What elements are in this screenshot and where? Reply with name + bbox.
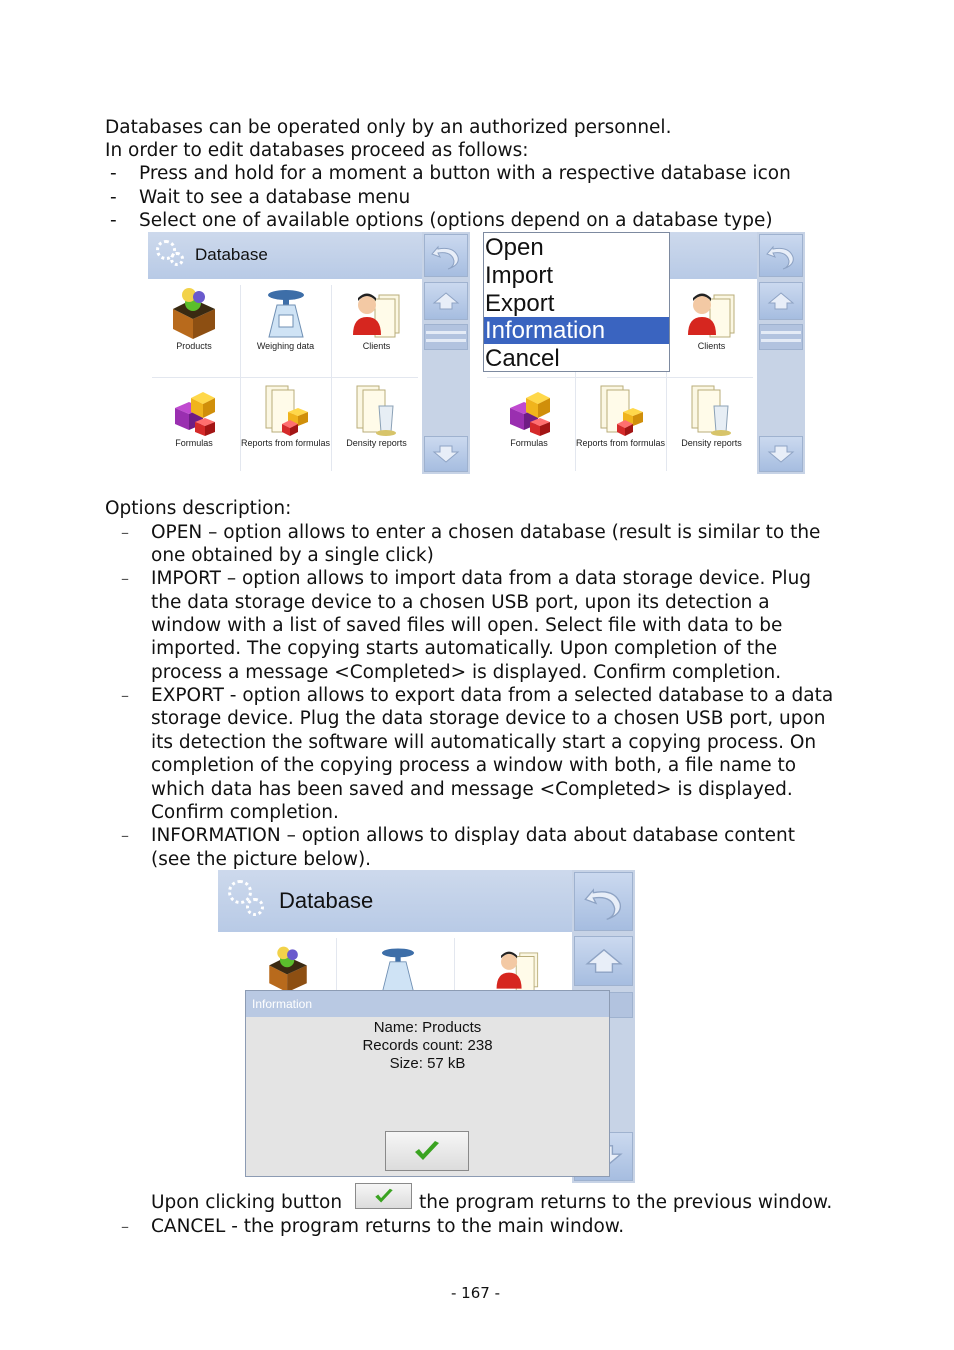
tile-label: Clients: [697, 341, 726, 351]
step-1: Press and hold for a moment a button with a respective database icon: [139, 163, 791, 184]
menu-item-export[interactable]: Export: [485, 290, 555, 317]
database-info-screen: [218, 870, 635, 1183]
cancel-desc: CANCEL - the program returns to the main window.: [151, 1216, 625, 1237]
tile-products[interactable]: [148, 285, 240, 377]
confirm-button[interactable]: [385, 1131, 469, 1171]
tile-reports-from-formulas[interactable]: [575, 382, 666, 474]
intro-line-1: Databases can be operated only by an authorized personnel.: [105, 117, 672, 138]
export-desc-6: Confirm completion.: [151, 802, 339, 823]
menu-item-information[interactable]: Information: [484, 317, 669, 344]
export-desc-5: which data has been saved and message <Completed> is displayed.: [151, 779, 793, 800]
list-dash: –: [121, 686, 129, 705]
weighing-scale-icon: [368, 944, 428, 994]
export-desc-4: completion of the copying process a window with both, a file name to: [151, 755, 797, 776]
page-number: - 167 -: [451, 1284, 500, 1302]
database-header: [148, 232, 422, 279]
arrow-down-icon: [432, 444, 460, 464]
database-title: Database: [195, 245, 268, 264]
menu-item-open[interactable]: Open: [485, 234, 544, 261]
tile-density-reports[interactable]: [666, 382, 757, 474]
back-button[interactable]: [759, 234, 803, 277]
undo-arrow-icon: [430, 241, 462, 271]
import-desc-5: process a message <Completed> is displayed. Confirm completion.: [151, 662, 782, 683]
database-header: [218, 870, 572, 932]
tile-weighing-data[interactable]: [358, 944, 438, 994]
export-desc-1: EXPORT - option allows to export data from a selected database to a data: [151, 685, 834, 706]
import-desc-1: IMPORT – option allows to import data from a data storage device. Plug: [151, 568, 812, 589]
scrollbar-thumb[interactable]: [424, 324, 468, 350]
products-box-icon: [258, 944, 318, 994]
client-person-icon: [684, 285, 740, 341]
return-text-after: the program returns to the previous window.: [419, 1192, 833, 1213]
tile-label: Formulas: [175, 438, 213, 448]
formulas-cubes-icon: [504, 382, 554, 438]
database-context-menu: [483, 232, 670, 372]
formula-reports-icon: [258, 382, 314, 438]
tile-density-reports[interactable]: [331, 382, 422, 474]
back-button[interactable]: [424, 234, 468, 277]
step-3: Select one of available options (options depend on a database type): [139, 210, 773, 231]
scroll-up-button[interactable]: [424, 282, 468, 320]
sidebar: [757, 232, 805, 474]
tile-label: Products: [176, 341, 212, 351]
dialog-title: Information: [246, 991, 609, 1017]
list-dash: –: [121, 1217, 129, 1236]
density-report-icon: [684, 382, 740, 438]
database-screen-left: [148, 232, 470, 474]
grip-lines-icon: [761, 327, 801, 347]
list-dash: –: [121, 826, 129, 845]
arrow-up-icon: [432, 291, 460, 311]
database-title: Database: [279, 888, 374, 913]
arrow-down-icon: [767, 444, 795, 464]
step-bullet: -: [110, 187, 117, 208]
return-text-before: Upon clicking button: [151, 1192, 343, 1213]
scroll-up-button[interactable]: [759, 282, 803, 320]
intro-line-2: In order to edit databases proceed as follows:: [105, 140, 529, 161]
scrollbar-thumb[interactable]: [759, 324, 803, 350]
tile-formulas[interactable]: [483, 382, 575, 474]
list-dash: –: [121, 569, 129, 588]
checkmark-icon: [373, 1188, 395, 1204]
client-person-icon: [349, 285, 405, 341]
step-2: Wait to see a database menu: [139, 187, 411, 208]
tile-label: Reports from formulas: [240, 438, 331, 448]
settings-gear-small-icon: [170, 252, 184, 266]
sidebar: [422, 232, 470, 474]
tile-label: Weighing data: [256, 341, 315, 351]
density-report-icon: [349, 382, 405, 438]
import-desc-3: window with a list of saved files will open. Select file with data to be: [151, 615, 783, 636]
tile-products[interactable]: [248, 944, 328, 994]
info-records-count: Records count: 238: [362, 1037, 493, 1054]
import-desc-4: imported. The copying starts automatically. Upon completion of the: [151, 638, 778, 659]
tile-clients[interactable]: [478, 944, 558, 994]
export-desc-3: its detection the software will automatically start a copying process. On: [151, 732, 817, 753]
information-dialog: [245, 990, 610, 1177]
back-button[interactable]: [574, 872, 633, 931]
checkmark-icon: [413, 1140, 441, 1162]
step-bullet: -: [110, 163, 117, 184]
client-person-icon: [488, 944, 548, 994]
open-desc-1: OPEN – option allows to enter a chosen database (result is similar to the: [151, 522, 821, 543]
tile-clients[interactable]: [331, 285, 422, 377]
information-desc-1: INFORMATION – option allows to display data about database content: [151, 825, 795, 846]
scroll-up-button[interactable]: [574, 936, 633, 986]
tile-reports-from-formulas[interactable]: [240, 382, 331, 474]
info-size: Size: 57 kB: [389, 1055, 466, 1072]
step-bullet: -: [110, 210, 117, 231]
tile-clients[interactable]: [666, 285, 757, 377]
tile-label: Density reports: [346, 438, 407, 448]
list-dash: –: [121, 523, 129, 542]
tile-label: Density reports: [681, 438, 742, 448]
database-screen-right: [483, 232, 805, 474]
settings-gear-small-icon: [246, 898, 264, 916]
open-desc-2: one obtained by a single click): [151, 545, 434, 566]
menu-item-import[interactable]: Import: [485, 262, 554, 289]
arrow-up-icon: [584, 947, 624, 975]
formula-reports-icon: [593, 382, 649, 438]
tile-weighing-data[interactable]: [240, 285, 331, 377]
scroll-down-button[interactable]: [424, 436, 468, 472]
menu-item-cancel[interactable]: Cancel: [485, 345, 560, 372]
weighing-scale-icon: [261, 285, 311, 341]
information-desc-2: (see the picture below).: [151, 849, 372, 870]
formulas-cubes-icon: [169, 382, 219, 438]
tile-formulas[interactable]: [148, 382, 240, 474]
export-desc-2: storage device. Plug the data storage device to a chosen USB port, upon: [151, 708, 826, 729]
tile-label: Reports from formulas: [575, 438, 666, 448]
tile-label: Clients: [362, 341, 391, 351]
options-heading: Options description:: [105, 498, 292, 519]
undo-arrow-icon: [765, 241, 797, 271]
products-box-icon: [169, 285, 219, 341]
import-desc-2: the data storage device to a chosen USB port, upon its detection a: [151, 592, 770, 613]
info-name: Name: Products: [373, 1019, 482, 1036]
inline-confirm-button: [355, 1183, 412, 1209]
arrow-up-icon: [767, 291, 795, 311]
grip-lines-icon: [426, 327, 466, 347]
tile-label: Formulas: [510, 438, 548, 448]
scroll-down-button[interactable]: [759, 436, 803, 472]
undo-arrow-icon: [582, 882, 626, 922]
